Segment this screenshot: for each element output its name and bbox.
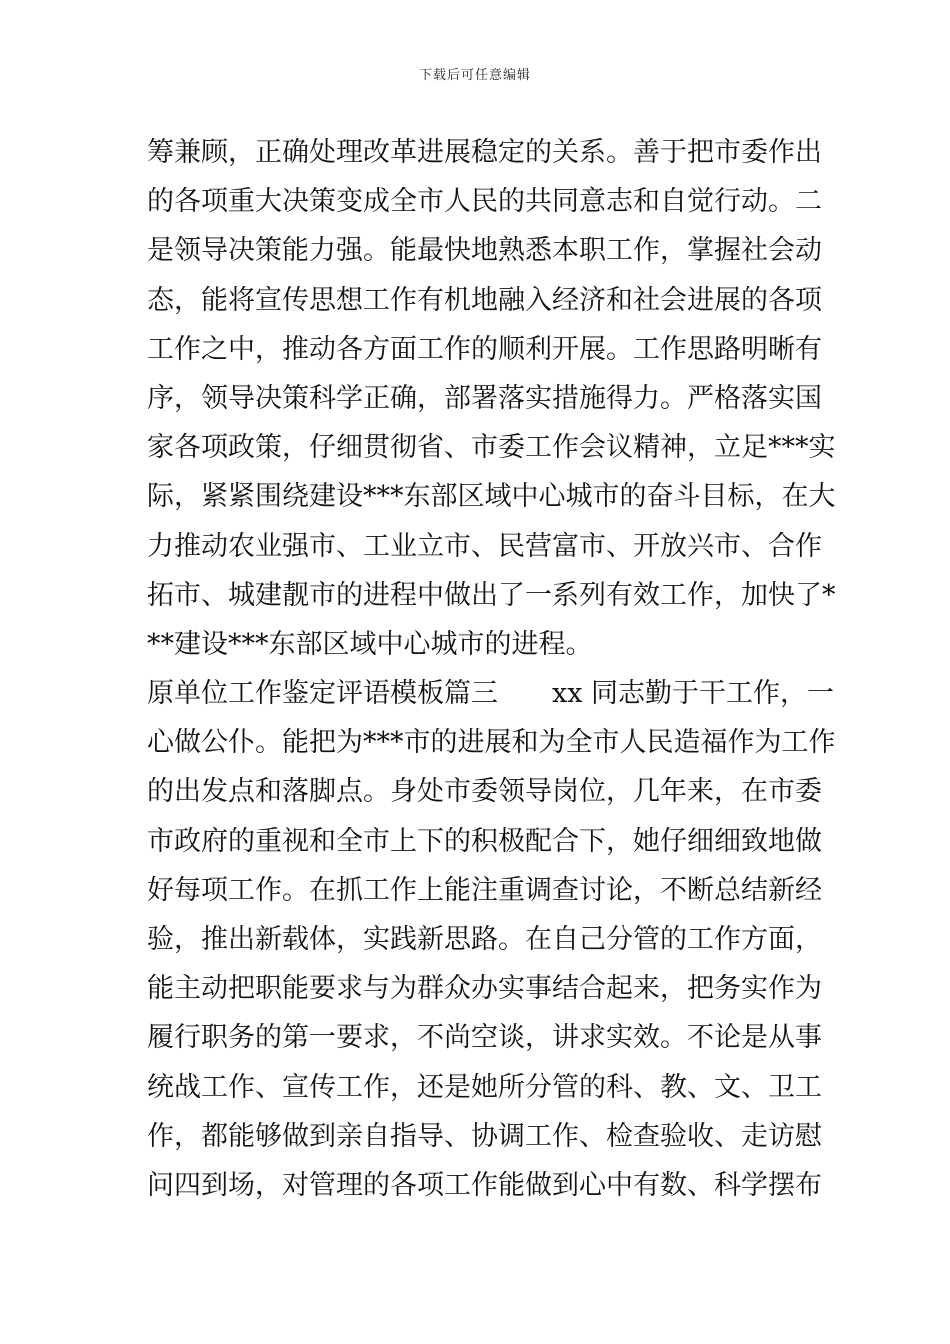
text-line: 家各项政策，仔细贯彻省、市委工作会议精神，立足***实: [147, 432, 836, 464]
text-line: 是领导决策能力强。能最快地熟悉本职工作，掌握社会动: [147, 235, 822, 267]
text-line: 序，领导决策科学正确，部署落实措施得力。严格落实国: [147, 382, 822, 414]
text-line: 的各项重大决策变成全市人民的共同意志和自觉行动。二: [147, 186, 822, 218]
text-line: 际，紧紧围绕建设***东部区域中心城市的奋斗目标，在大: [147, 481, 836, 513]
text-line: **建设***东部区域中心城市的进程。: [147, 628, 593, 660]
text-line: 问四到场，对管理的各项工作能做到心中有数、科学摆布: [147, 1169, 822, 1201]
text-line: 工作之中，推动各方面工作的顺利开展。工作思路明晰有: [147, 333, 822, 365]
text-line: 力推动农业强市、工业立市、民营富市、开放兴市、合作: [147, 530, 822, 562]
section-heading-line: 原单位工作鉴定评语模板篇三 xx 同志勤于干工作，一: [147, 678, 835, 710]
text-line: 市政府的重视和全市上下的积极配合下，她仔细细致地做: [147, 825, 822, 857]
text-line: 的出发点和落脚点。身处市委领导岗位，几年来，在市委: [147, 776, 822, 808]
document-body: [147, 128, 836, 1210]
text-line: 好每项工作。在抓工作上能注重调查讨论，不断总结新经: [147, 874, 822, 906]
text-line: 拓市、城建靓市的进程中做出了一系列有效工作，加快了*: [147, 579, 836, 611]
text-line: 态，能将宣传思想工作有机地融入经济和社会进展的各项: [147, 284, 822, 316]
text-line: 心做公仆。能把为***市的进展和为全市人民造福作为工作: [147, 727, 836, 759]
page-header: 下载后可任意编辑: [418, 68, 531, 83]
text-line: 筹兼顾，正确处理改革进展稳定的关系。善于把市委作出: [147, 137, 822, 168]
text-line: 作，都能够做到亲自指导、协调工作、检查验收、走访慰: [147, 1120, 822, 1152]
text-line: 履行职务的第一要求，不尚空谈，讲求实效。不论是从事: [147, 1022, 822, 1054]
text-line: 验，推出新载体，实践新思路。在自己分管的工作方面，: [147, 924, 822, 955]
text-line: 能主动把职能要求与为群众办实事结合起来，把务实作为: [147, 973, 822, 1005]
text-line: 统战工作、宣传工作，还是她所分管的科、教、文、卫工: [147, 1071, 822, 1103]
